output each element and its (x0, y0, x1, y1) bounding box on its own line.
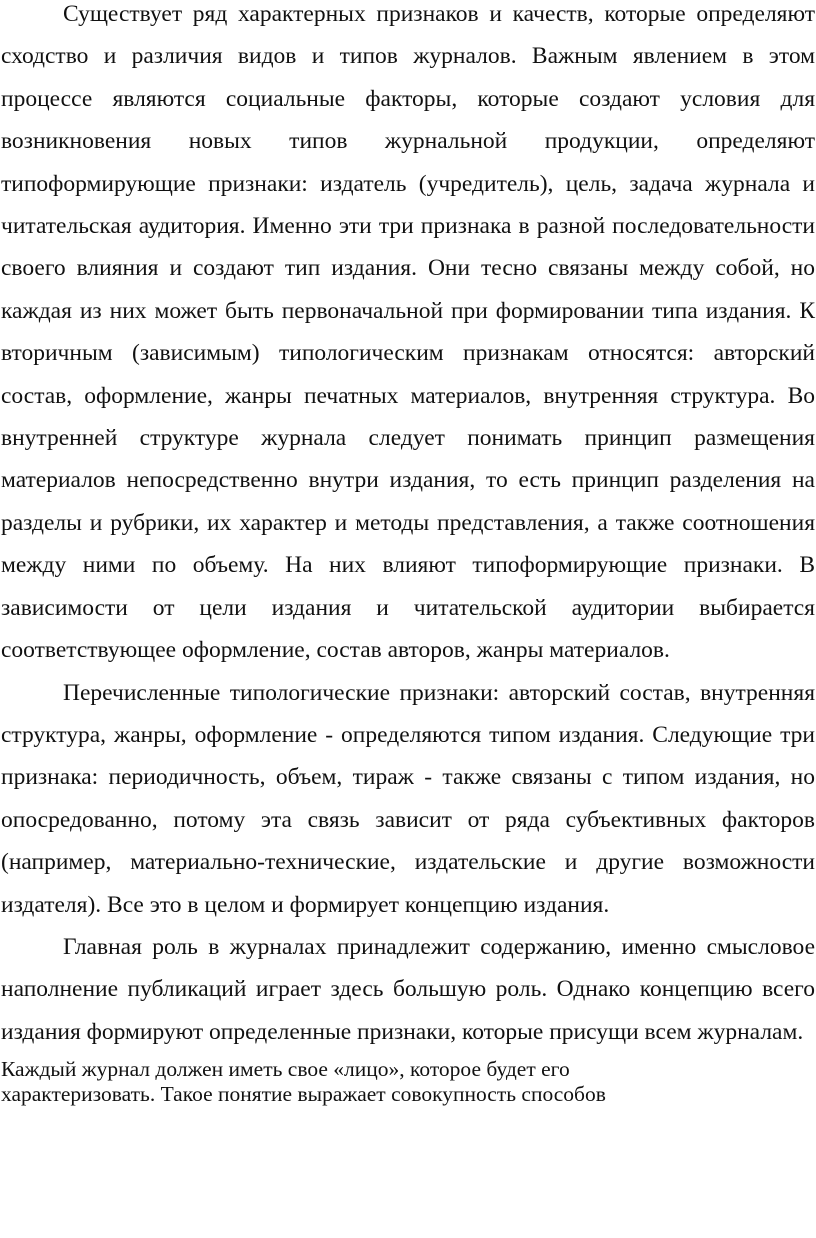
tail-line-1: Каждый журнал должен иметь свое «лицо», которое будет его (1, 1057, 570, 1082)
paragraph-content-role: Главная роль в журналах принадлежит содержанию, именно смысловое наполнение публикаций играет здесь большую роль. Однако концепцию всего издания формируют определенные признаки, которые присущи всем журналам. (1, 933, 815, 1045)
paragraph-journal-face (1, 1057, 815, 1107)
paragraph-secondary-features: Перечисленные типологические признаки: авторский состав, внутренняя структура, жанры, оформление - определяются типом издания. Следующие три признака: периодичность, объем, тираж - также связаны с типом издания, но опосредованно, потому эта связь зависит от ряда субъективных факторов (например, материально-технические, издательские и другие возможности издателя). Все это в целом и формирует концепцию издания. (1, 679, 815, 918)
paragraph-typology-features: Существует ряд характерных признаков и качеств, которые определяют сходство и различия видов и типов журналов. Важным явлением в этом процессе являются социальные факторы, которые создают условия для возникновения новых типов журнальной продукции, определяют типоформирующие признаки: издатель (учредитель), цель, задача журнала и читательская аудитория. Именно эти три признака в разной последовательности своего влияния и создают тип издания. Они тесно связаны между собой, но каждая из них может быть первоначальной при формировании типа издания. К вторичным (зависимым) типологическим признакам относятся: авторский состав, оформление, жанры печатных материалов, внутренняя структура. Во внутренней структуре журнала следует понимать принцип размещения материалов непосредственно внутри издания, то есть принцип разделения на разделы и рубрики, их характер и методы представления, а также соотношения между ними по объему. На них влияют типоформирующие признаки. В зависимости от цели издания и читательской аудитории выбирается соответствующее оформление, состав авторов, жанры материалов. (1, 1, 815, 664)
tail-line-2: характеризовать. Такое понятие выражает совокупность способов (1, 1082, 606, 1107)
